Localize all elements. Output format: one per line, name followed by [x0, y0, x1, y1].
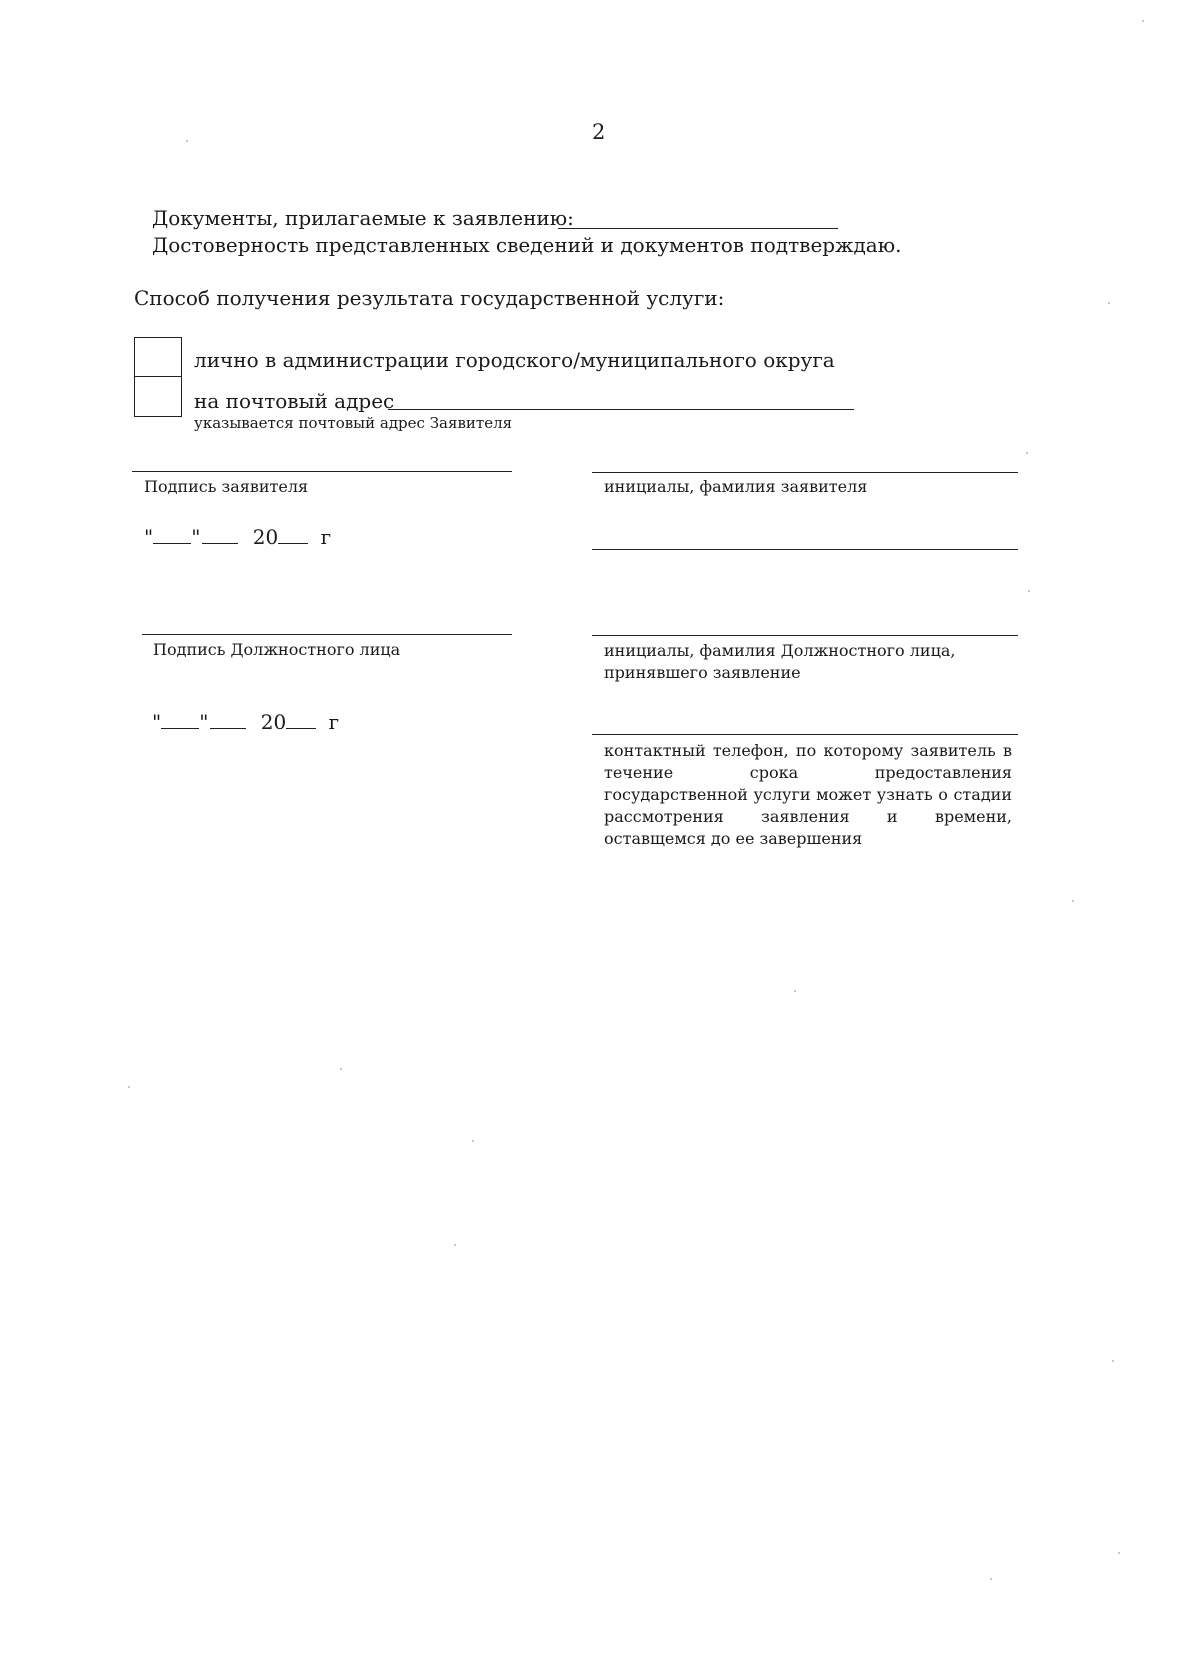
date-year-suffix: г	[320, 525, 332, 549]
official-signature-line[interactable]	[142, 634, 512, 635]
date-close-quote: "	[191, 525, 201, 549]
official-name-caption: инициалы, фамилия Должностного лица, принявшего заявление	[604, 641, 956, 682]
postal-address-hint: указывается почтовый адрес Заявителя	[194, 414, 513, 432]
applicant-extra-line[interactable]	[592, 549, 1018, 550]
date-close-quote: "	[199, 710, 209, 734]
page-number: 2	[592, 120, 606, 144]
date-year-prefix: 20	[252, 525, 279, 549]
confirmation-text: Достоверность представленных сведений и документов подтверждаю.	[152, 233, 902, 257]
result-method-heading: Способ получения результата государственной услуги:	[134, 286, 725, 310]
date-day-blank[interactable]	[161, 712, 199, 729]
postal-address-field[interactable]	[388, 409, 854, 410]
official-name-line[interactable]	[592, 635, 1018, 636]
applicant-name-line[interactable]	[592, 472, 1018, 473]
attachments-field[interactable]	[558, 228, 838, 229]
option-in-person-label: лично в администрации городского/муниципального округа	[194, 348, 835, 372]
applicant-signature-caption: Подпись заявителя	[144, 477, 309, 496]
contact-phone-line[interactable]	[592, 734, 1018, 735]
date-year-blank[interactable]	[286, 712, 316, 729]
date-month-blank[interactable]	[210, 712, 246, 729]
attachments-label: Документы, прилагаемые к заявлению:	[152, 206, 574, 230]
checkbox-postal[interactable]	[134, 376, 182, 417]
date-day-blank[interactable]	[153, 527, 191, 544]
date-month-blank[interactable]	[202, 527, 238, 544]
official-signature-caption: Подпись Должностного лица	[153, 640, 401, 659]
date-year-blank[interactable]	[278, 527, 308, 544]
applicant-date	[144, 525, 331, 549]
option-postal-label: на почтовый адрес	[194, 389, 395, 413]
date-year-suffix: г	[328, 710, 340, 734]
date-open-quote: "	[152, 710, 162, 734]
date-open-quote: "	[144, 525, 154, 549]
applicant-name-caption: инициалы, фамилия заявителя	[604, 477, 868, 496]
contact-phone-caption: контактный телефон, по которому заявитель в течение срока предоставления государственной услуги может узнать о стадии рассмотрения заявления и времени, оставщемся до ее завершения	[604, 741, 1012, 848]
checkbox-in-person[interactable]	[134, 337, 182, 377]
applicant-signature-line[interactable]	[132, 471, 512, 472]
date-year-prefix: 20	[260, 710, 287, 734]
official-date	[152, 710, 339, 734]
